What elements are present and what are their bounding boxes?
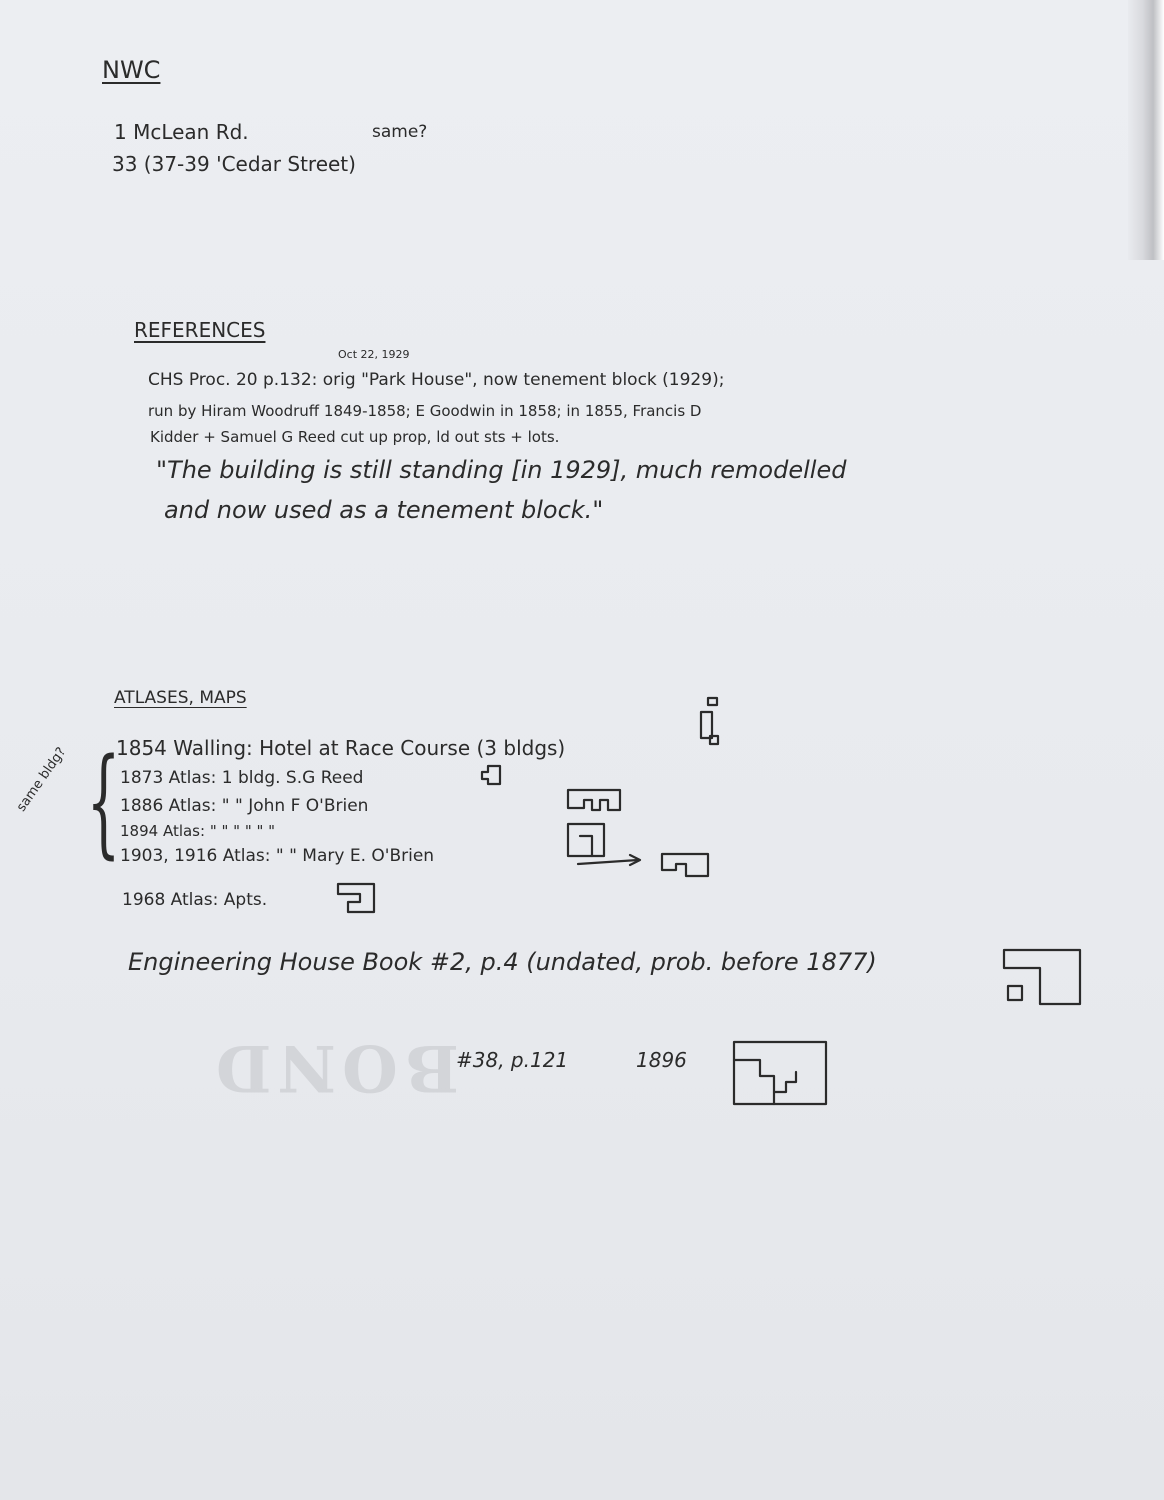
atlas-row: 1903, 1916 Atlas: " " Mary E. O'Brien xyxy=(120,846,435,866)
header-code: NWC xyxy=(102,56,161,84)
engineering-book-line: Engineering House Book #2, p.4 (undated, prob. before 1877) xyxy=(128,948,877,976)
book-38-year: 1896 xyxy=(636,1048,687,1072)
bracket-mark: { xyxy=(86,732,121,870)
bleed-through-watermark: BOND xyxy=(210,1030,460,1105)
quote-line-2: and now used as a tenement block." xyxy=(164,496,604,524)
page-edge xyxy=(1128,0,1164,260)
atlas-row: 1873 Atlas: 1 bldg. S.G Reed xyxy=(120,768,364,788)
footprint-sketch-1873 xyxy=(478,762,504,790)
atlas-row: 1854 Walling: Hotel at Race Course (3 bldgs) xyxy=(116,736,566,760)
address-line-2: 33 (37-39 'Cedar Street) xyxy=(112,152,356,176)
same-bldg-note: same bldg? xyxy=(14,744,70,815)
reference-line-3: Kidder + Samuel G Reed cut up prop, ld out sts + lots. xyxy=(150,428,560,446)
footprint-sketch-engineering xyxy=(1000,944,1086,1008)
quote-line-1: "The building is still standing [in 1929], much remodelled xyxy=(156,456,847,484)
atlases-heading: ATLASES, MAPS xyxy=(114,688,247,708)
footprint-sketch-1903 xyxy=(572,846,722,878)
reference-line-2: run by Hiram Woodruff 1849-1858; E Goodwin in 1858; in 1855, Francis D xyxy=(148,402,702,420)
address-line-1: 1 McLean Rd. xyxy=(114,120,249,144)
footprint-sketch-1968 xyxy=(334,876,378,916)
atlas-row: 1894 Atlas: " " " " " " xyxy=(120,822,276,840)
reference-line-1: CHS Proc. 20 p.132: orig "Park House", now tenement block (1929); xyxy=(148,370,725,390)
address-note: same? xyxy=(372,122,428,142)
atlas-row: 1886 Atlas: " " John F O'Brien xyxy=(120,796,369,816)
atlas-1968-row: 1968 Atlas: Apts. xyxy=(122,890,268,910)
references-heading: REFERENCES xyxy=(134,318,266,342)
footprint-sketch-1886 xyxy=(564,784,624,814)
book-38-ref: #38, p.121 xyxy=(456,1048,569,1072)
footprint-sketch-1854 xyxy=(698,694,728,756)
footprint-sketch-1896 xyxy=(730,1036,832,1108)
reference-date-note: Oct 22, 1929 xyxy=(338,348,410,361)
